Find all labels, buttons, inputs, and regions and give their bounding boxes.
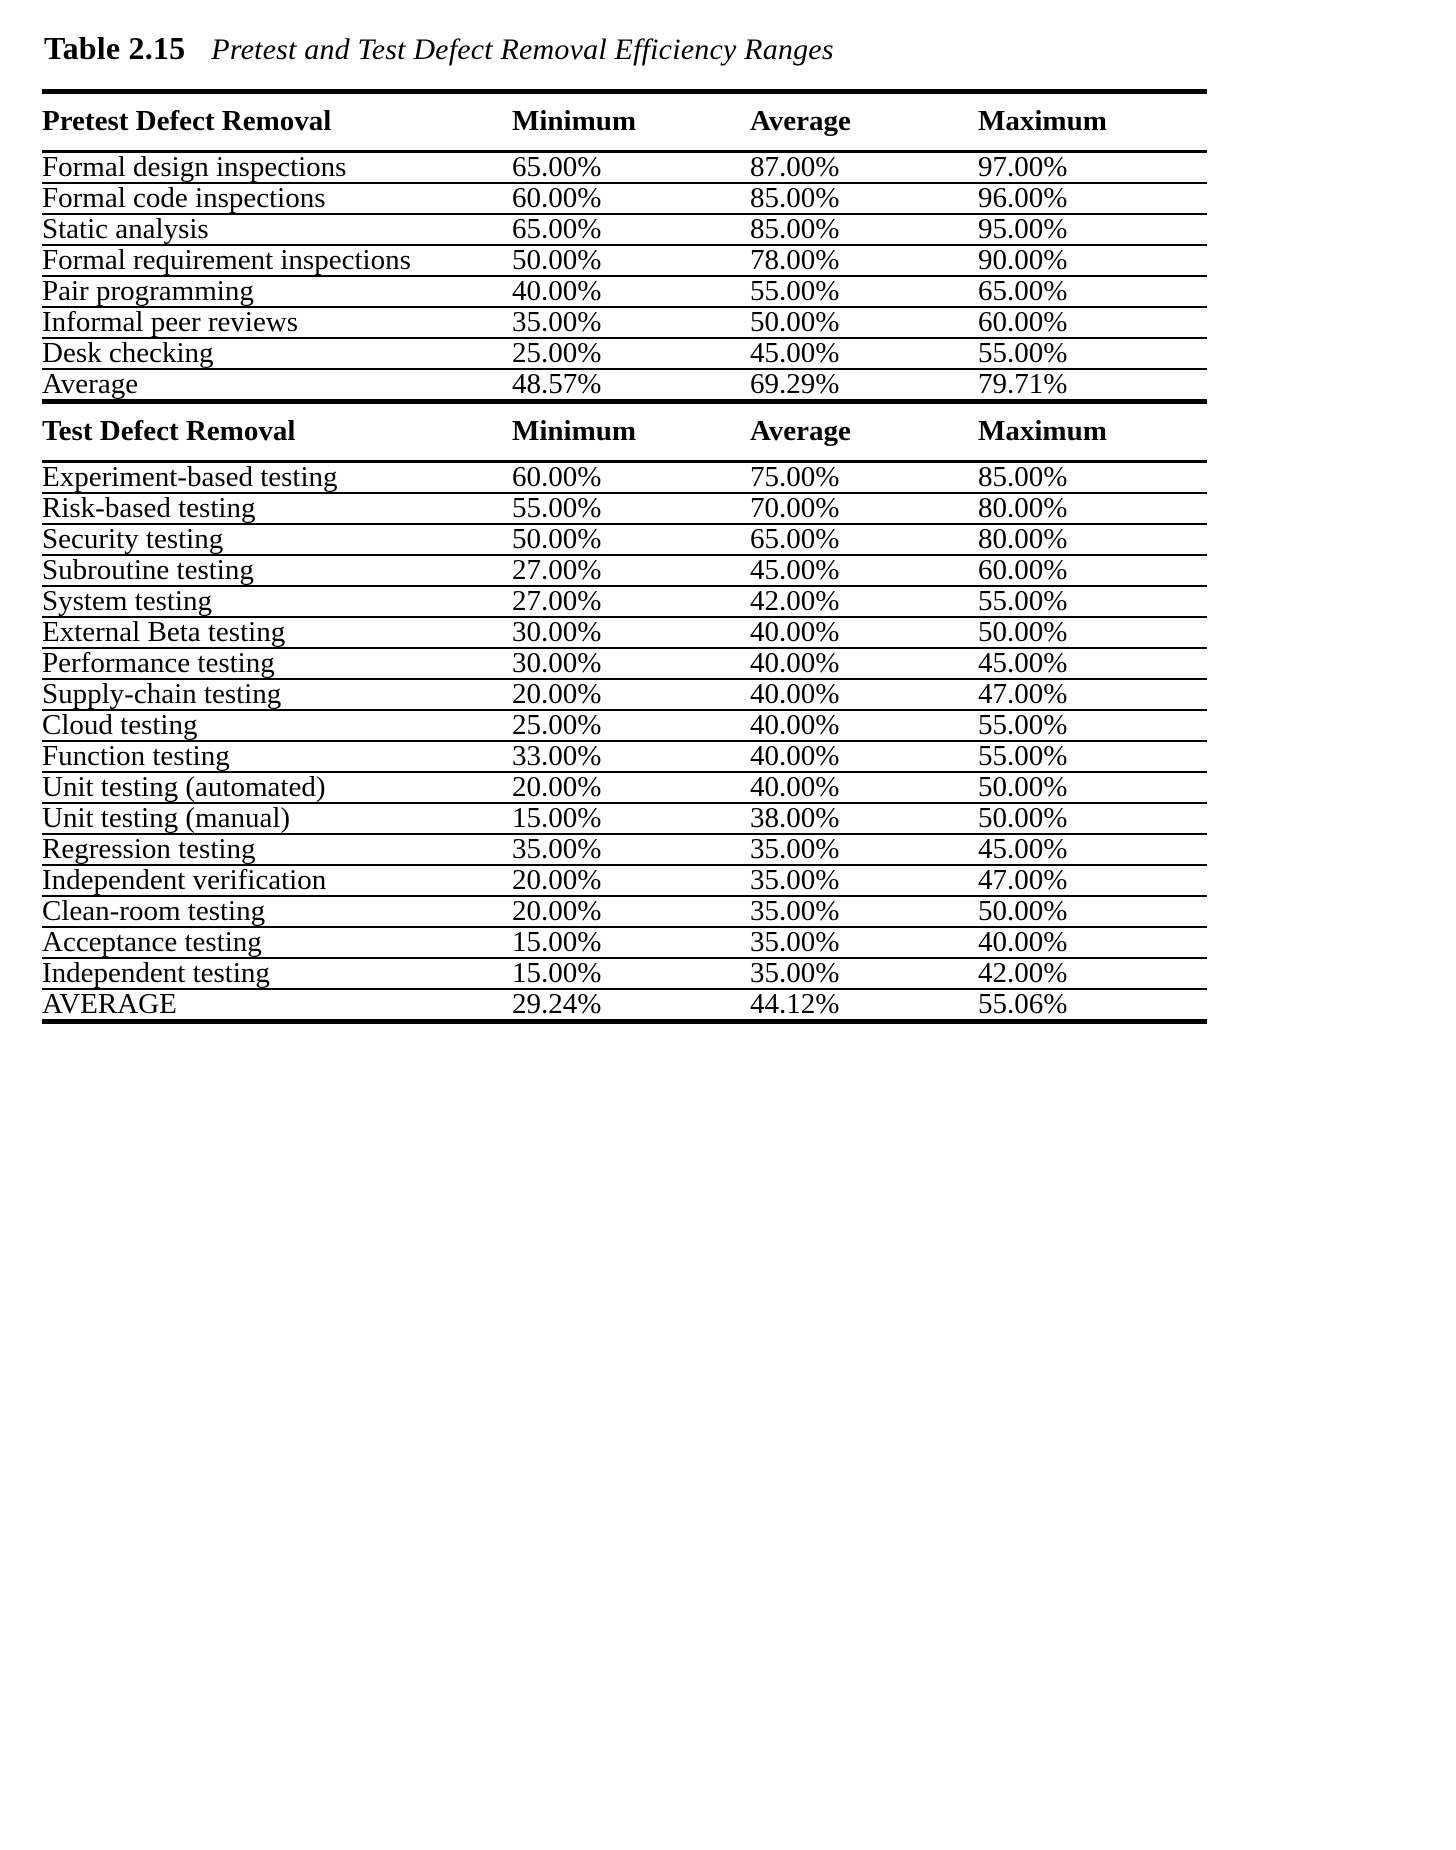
cell-maximum: 50.00% xyxy=(978,616,1068,648)
table-row xyxy=(42,246,1207,276)
column-header-minimum: Minimum xyxy=(512,105,637,137)
cell-method: Independent verification xyxy=(42,864,327,896)
cell-minimum: 15.00% xyxy=(512,957,602,989)
cell-method: Risk-based testing xyxy=(42,492,256,524)
cell-minimum: 27.00% xyxy=(512,554,602,586)
cell-maximum: 45.00% xyxy=(978,833,1068,865)
table-row xyxy=(42,215,1207,245)
cell-minimum: 29.24% xyxy=(512,988,602,1020)
cell-average: 44.12% xyxy=(750,988,840,1020)
column-header-method: Test Defect Removal xyxy=(42,415,296,447)
table-row xyxy=(42,835,1207,865)
cell-minimum: 20.00% xyxy=(512,771,602,803)
cell-method: Supply-chain testing xyxy=(42,678,282,710)
cell-maximum: 50.00% xyxy=(978,802,1068,834)
column-header-average: Average xyxy=(750,415,851,447)
table-row xyxy=(42,897,1207,927)
cell-maximum: 50.00% xyxy=(978,895,1068,927)
table-row xyxy=(42,463,1207,493)
cell-maximum: 47.00% xyxy=(978,678,1068,710)
table-row xyxy=(42,711,1207,741)
cell-minimum: 60.00% xyxy=(512,461,602,493)
cell-maximum: 60.00% xyxy=(978,306,1068,338)
cell-method: Informal peer reviews xyxy=(42,306,299,338)
cell-average: 85.00% xyxy=(750,213,840,245)
cell-minimum: 48.57% xyxy=(512,368,602,400)
cell-average: 35.00% xyxy=(750,895,840,927)
cell-average: 87.00% xyxy=(750,151,840,183)
table-row xyxy=(42,153,1207,183)
cell-method: Experiment-based testing xyxy=(42,461,338,493)
cell-average: 40.00% xyxy=(750,771,840,803)
table-row xyxy=(42,184,1207,214)
cell-average: 75.00% xyxy=(750,461,840,493)
cell-method: Average xyxy=(42,368,139,400)
cell-minimum: 30.00% xyxy=(512,647,602,679)
cell-average: 45.00% xyxy=(750,554,840,586)
cell-method: Subroutine testing xyxy=(42,554,254,586)
cell-maximum: 55.00% xyxy=(978,337,1068,369)
cell-average: 40.00% xyxy=(750,709,840,741)
cell-minimum: 20.00% xyxy=(512,864,602,896)
cell-average: 55.00% xyxy=(750,275,840,307)
cell-minimum: 50.00% xyxy=(512,523,602,555)
cell-average: 35.00% xyxy=(750,926,840,958)
table-row xyxy=(42,587,1207,617)
cell-maximum: 45.00% xyxy=(978,647,1068,679)
cell-minimum: 20.00% xyxy=(512,678,602,710)
cell-average: 69.29% xyxy=(750,368,840,400)
table-bottom-rule xyxy=(42,1022,1207,1025)
table-row xyxy=(42,773,1207,803)
column-header-minimum: Minimum xyxy=(512,415,637,447)
cell-average: 45.00% xyxy=(750,337,840,369)
cell-method: Security testing xyxy=(42,523,224,555)
cell-method: Clean-room testing xyxy=(42,895,266,927)
cell-minimum: 25.00% xyxy=(512,337,602,369)
cell-average: 35.00% xyxy=(750,957,840,989)
cell-average: 40.00% xyxy=(750,740,840,772)
cell-average: 38.00% xyxy=(750,802,840,834)
cell-minimum: 50.00% xyxy=(512,244,602,276)
cell-minimum: 55.00% xyxy=(512,492,602,524)
cell-minimum: 15.00% xyxy=(512,802,602,834)
cell-method: Performance testing xyxy=(42,647,275,679)
table-row xyxy=(42,680,1207,710)
table-header-row xyxy=(42,94,1207,152)
cell-method: System testing xyxy=(42,585,212,617)
table-row xyxy=(42,928,1207,958)
cell-average: 50.00% xyxy=(750,306,840,338)
table-row xyxy=(42,494,1207,524)
table-body xyxy=(42,92,1207,1025)
cell-minimum: 25.00% xyxy=(512,709,602,741)
cell-average: 40.00% xyxy=(750,616,840,648)
table-row xyxy=(42,339,1207,369)
table-row xyxy=(42,277,1207,307)
cell-maximum: 42.00% xyxy=(978,957,1068,989)
cell-average: 70.00% xyxy=(750,492,840,524)
table-header-row xyxy=(42,404,1207,462)
table-row xyxy=(42,959,1207,989)
cell-average: 42.00% xyxy=(750,585,840,617)
cell-method: Static analysis xyxy=(42,213,209,245)
cell-minimum: 20.00% xyxy=(512,895,602,927)
cell-maximum: 55.00% xyxy=(978,585,1068,617)
cell-method: Formal code inspections xyxy=(42,182,326,214)
table-row xyxy=(42,649,1207,679)
cell-maximum: 96.00% xyxy=(978,182,1068,214)
cell-method: Cloud testing xyxy=(42,709,198,741)
cell-average: 35.00% xyxy=(750,833,840,865)
cell-maximum: 95.00% xyxy=(978,213,1068,245)
cell-average: 40.00% xyxy=(750,678,840,710)
table-row xyxy=(42,370,1207,402)
cell-maximum: 60.00% xyxy=(978,554,1068,586)
cell-method: External Beta testing xyxy=(42,616,286,648)
cell-minimum: 65.00% xyxy=(512,151,602,183)
table-caption xyxy=(42,30,1396,67)
table-caption-text: Pretest and Test Defect Removal Efficiency Ranges xyxy=(211,33,834,66)
cell-maximum: 47.00% xyxy=(978,864,1068,896)
column-header-maximum: Maximum xyxy=(978,105,1107,137)
rule xyxy=(42,1022,1207,1025)
cell-maximum: 55.00% xyxy=(978,740,1068,772)
table-row xyxy=(42,618,1207,648)
cell-method: Independent testing xyxy=(42,957,270,989)
cell-maximum: 85.00% xyxy=(978,461,1068,493)
table-row xyxy=(42,742,1207,772)
cell-minimum: 15.00% xyxy=(512,926,602,958)
table-row xyxy=(42,525,1207,555)
cell-maximum: 55.06% xyxy=(978,988,1068,1020)
cell-method: Unit testing (manual) xyxy=(42,802,291,834)
table-row xyxy=(42,866,1207,896)
cell-method: Regression testing xyxy=(42,833,256,865)
cell-minimum: 35.00% xyxy=(512,833,602,865)
table-caption-number: Table 2.15 xyxy=(44,30,186,66)
table-row xyxy=(42,804,1207,834)
cell-average: 35.00% xyxy=(750,864,840,896)
defect-removal-efficiency-table xyxy=(42,89,1207,1024)
cell-minimum: 40.00% xyxy=(512,275,602,307)
column-header-average: Average xyxy=(750,105,851,137)
cell-method: Pair programming xyxy=(42,275,254,307)
cell-average: 40.00% xyxy=(750,647,840,679)
cell-minimum: 30.00% xyxy=(512,616,602,648)
column-header-method: Pretest Defect Removal xyxy=(42,105,332,137)
cell-maximum: 50.00% xyxy=(978,771,1068,803)
cell-maximum: 97.00% xyxy=(978,151,1068,183)
cell-maximum: 80.00% xyxy=(978,523,1068,555)
table-row xyxy=(42,556,1207,586)
cell-minimum: 35.00% xyxy=(512,306,602,338)
column-header-maximum: Maximum xyxy=(978,415,1107,447)
cell-maximum: 55.00% xyxy=(978,709,1068,741)
table-row xyxy=(42,990,1207,1022)
cell-maximum: 79.71% xyxy=(978,368,1068,400)
cell-maximum: 40.00% xyxy=(978,926,1068,958)
cell-minimum: 27.00% xyxy=(512,585,602,617)
cell-method: Formal design inspections xyxy=(42,151,347,183)
cell-method: Acceptance testing xyxy=(42,926,262,958)
cell-average: 85.00% xyxy=(750,182,840,214)
cell-minimum: 65.00% xyxy=(512,213,602,245)
cell-maximum: 80.00% xyxy=(978,492,1068,524)
cell-minimum: 33.00% xyxy=(512,740,602,772)
cell-maximum: 65.00% xyxy=(978,275,1068,307)
table-row xyxy=(42,308,1207,338)
cell-method: Unit testing (automated) xyxy=(42,771,326,803)
cell-minimum: 60.00% xyxy=(512,182,602,214)
cell-maximum: 90.00% xyxy=(978,244,1068,276)
cell-method: Desk checking xyxy=(42,337,214,369)
cell-method: Formal requirement inspections xyxy=(42,244,411,276)
cell-average: 65.00% xyxy=(750,523,840,555)
cell-method: AVERAGE xyxy=(42,988,177,1020)
cell-average: 78.00% xyxy=(750,244,840,276)
cell-method: Function testing xyxy=(42,740,230,772)
